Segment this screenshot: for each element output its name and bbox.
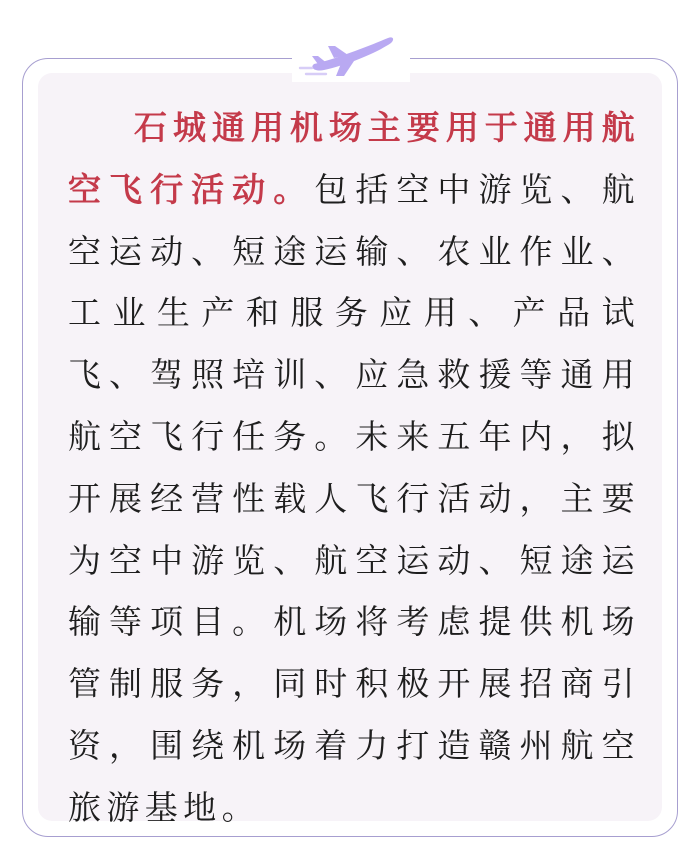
- airplane-badge: [292, 18, 410, 82]
- article-lead: 石城通用机场主要用于通用航空飞行活动。: [68, 108, 640, 209]
- article-body: 包括空中游览、航空运动、短途运输、农业作业、工业生产和服务应用、产品试飞、驾照培训、应急救援等通用航空飞行任务。未来五年内，拟开展经营性载人飞行活动，主要为空中游览、航空运动、短途运输等项目。机场将考虑提供机场管制服务，同时积极开展招商引资，围绕机场着力打造赣州航空旅游基地。: [68, 169, 640, 827]
- airplane-icon: [292, 18, 410, 82]
- article-paragraph: [68, 97, 640, 839]
